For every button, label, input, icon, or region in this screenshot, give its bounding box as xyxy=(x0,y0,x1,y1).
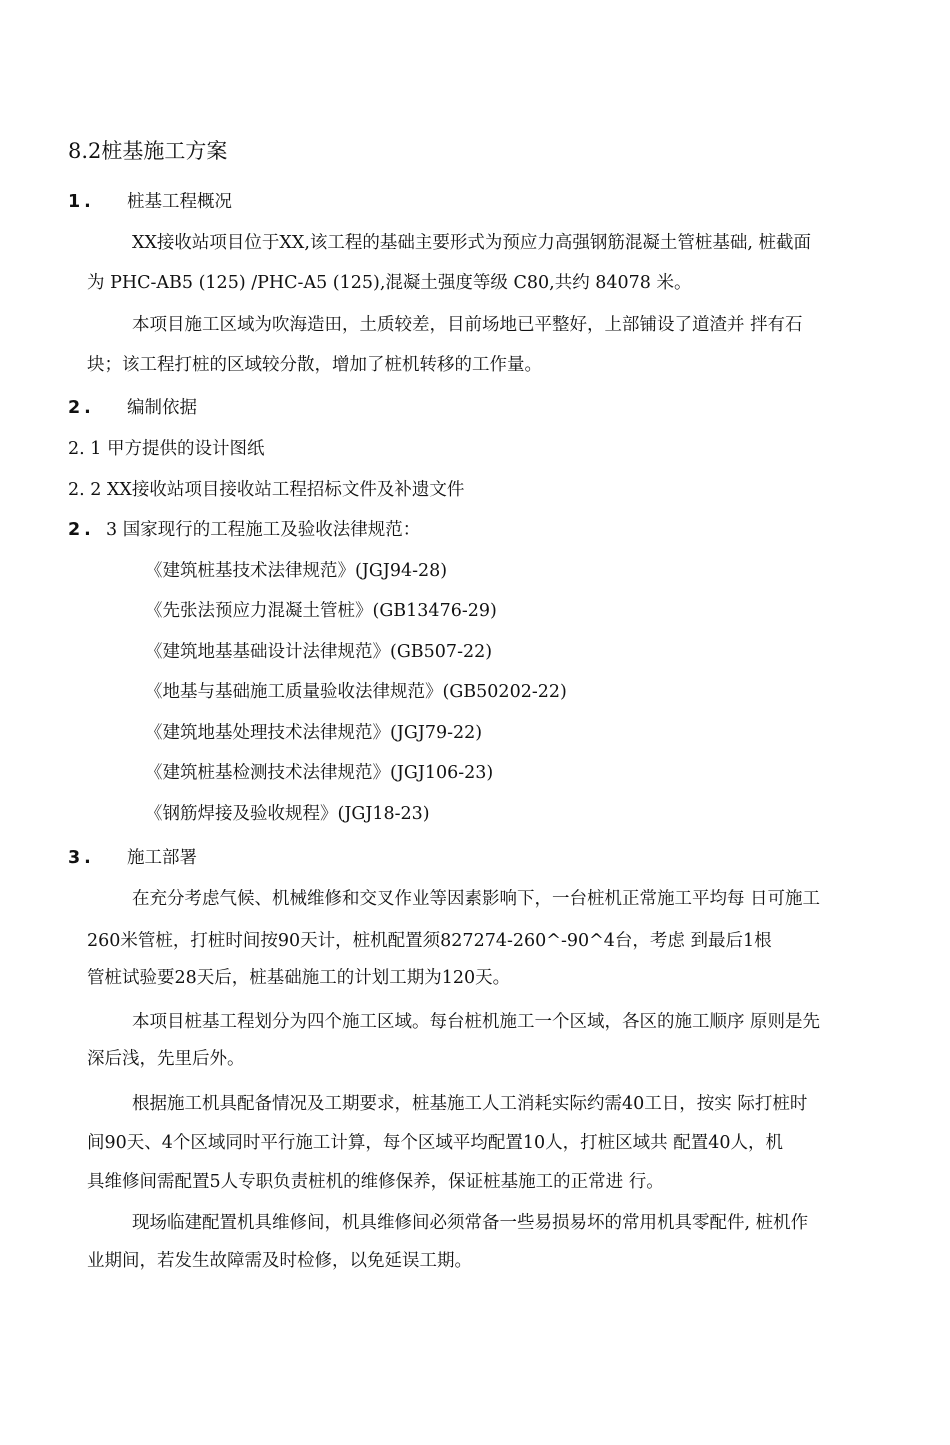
s3-p3-line2: 间90天、4个区域同时平行施工计算，每个区域平均配置10人，打桩区域共 配置40人，机 xyxy=(87,1133,783,1153)
section-2-heading: 编制依据 xyxy=(127,398,197,418)
section-2-number: 2. xyxy=(68,398,95,418)
standard-item: 《建筑桩基技术法律规范》(JGJ94-28) xyxy=(145,561,448,581)
s3-p3-line3: 具维修间需配置5人专职负责桩机的维修保养，保证桩基施工的正常进 行。 xyxy=(87,1172,664,1192)
s3-p2-line2: 深后浅，先里后外。 xyxy=(87,1049,245,1069)
s2-item-3-number: 2. xyxy=(68,520,95,540)
s3-p4-line2: 业期间，若发生故障需及时检修，以免延误工期。 xyxy=(87,1251,472,1271)
s3-p3-line1: 根据施工机具配备情况及工期要求，桩基施工人工消耗实际约需40工日，按实 际打桩时 xyxy=(132,1094,808,1114)
standard-item: 《钢筋焊接及验收规程》(JGJ18-23) xyxy=(145,804,430,824)
s1-p2-line1: 本项目施工区域为吹海造田，土质较差，目前场地已平整好，上部铺设了道渣并 拌有石 xyxy=(132,315,803,335)
section-1-number: 1. xyxy=(68,192,95,212)
standard-item: 《地基与基础施工质量验收法律规范》(GB50202-22) xyxy=(145,682,567,702)
section-3-number: 3. xyxy=(68,848,95,868)
s3-p2-line1: 本项目桩基工程划分为四个施工区域。每台桩机施工一个区域，各区的施工顺序 原则是先 xyxy=(132,1012,821,1032)
standard-item: 《建筑地基处理技术法律规范》(JGJ79-22) xyxy=(145,723,483,743)
s3-p4-line1: 现场临建配置机具维修间，机具维修间必须常备一些易损易坏的常用机具零配件, 桩机作 xyxy=(132,1213,809,1233)
standard-item: 《先张法预应力混凝土管桩》(GB13476-29) xyxy=(145,601,497,621)
s1-p2-line2: 块；该工程打桩的区域较分散，增加了桩机转移的工作量。 xyxy=(87,355,542,375)
s2-item-1: 2. 1 甲方提供的设计图纸 xyxy=(68,439,265,459)
s2-item-3-text: 3 国家现行的工程施工及验收法律规范： xyxy=(106,520,421,540)
standard-item: 《建筑地基基础设计法律规范》(GB507-22) xyxy=(145,642,493,662)
s1-p1-line2: 为 PHC-AB5 (125) /PHC-A5 (125),混凝土强度等级 C80,共约 84078 米。 xyxy=(87,273,692,293)
s3-p1-line2: 260米管桩，打桩时间按90天计，桩机配置须827274-260^-90^4台，考虑 到最后1根 xyxy=(87,931,772,951)
s3-p1-line3: 管桩试验要28天后，桩基础施工的计划工期为120天。 xyxy=(87,968,511,988)
s2-item-2: 2. 2 XX接收站项目接收站工程招标文件及补遗文件 xyxy=(68,480,465,500)
section-title: 8.2桩基施工方案 xyxy=(68,139,228,163)
s3-p1-line1: 在充分考虑气候、机械维修和交叉作业等因素影响下，一台桩机正常施工平均每 日可施工 xyxy=(132,889,821,909)
section-3-heading: 施工部署 xyxy=(127,848,197,868)
section-1-heading: 桩基工程概况 xyxy=(127,192,232,212)
s1-p1-line1: XX接收站项目位于XX,该工程的基础主要形式为预应力高强钢筋混凝土管桩基础, 桩截面 xyxy=(132,233,812,253)
standard-item: 《建筑桩基检测技术法律规范》(JGJ106-23) xyxy=(145,763,494,783)
